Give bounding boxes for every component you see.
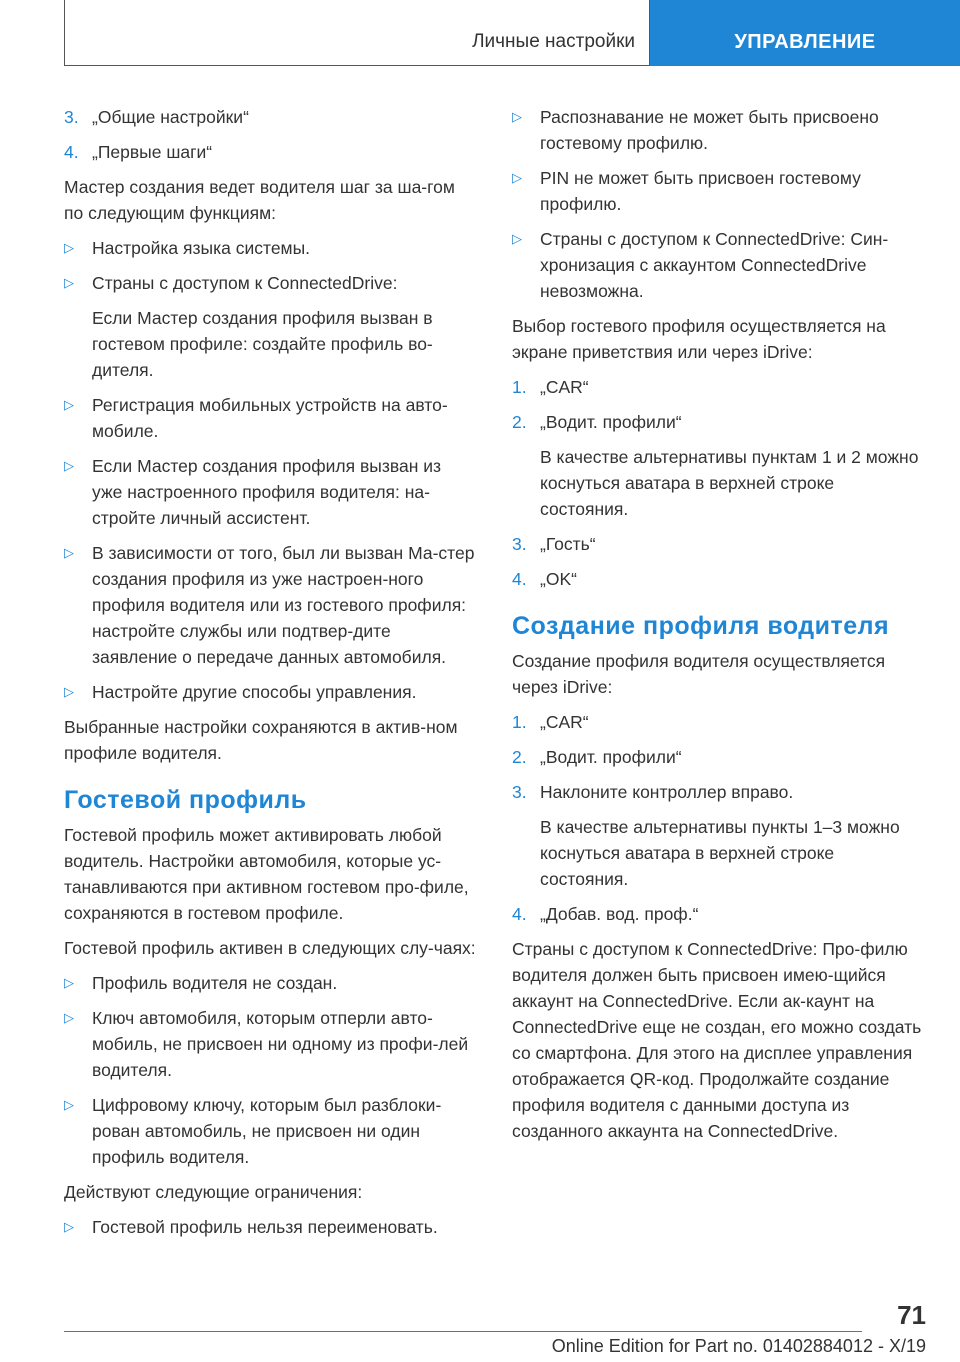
step-item: 2. „Водит. профили“ — [512, 744, 924, 770]
triangle-bullet-icon: ▷ — [512, 109, 522, 124]
step-number: 1. — [512, 712, 527, 732]
section-heading-create-profile: Создание профиля водителя — [512, 612, 890, 640]
left-column — [64, 104, 476, 1249]
page-number: 71 — [897, 1300, 926, 1330]
bullet-item: ▷ Регистрация мобильных устройств на авто-мобиле. — [64, 392, 476, 444]
step-item: 4. „OK“ — [512, 566, 924, 592]
triangle-bullet-icon: ▷ — [64, 975, 74, 990]
triangle-bullet-icon: ▷ — [512, 231, 522, 246]
bullet-item: ▷ Если Мастер создания профиля вызван из уже настроенного профиля водителя: на-стройте личный ассистент. — [64, 453, 476, 531]
step-subtext: В качестве альтернативы пункты 1–3 можно коснуться аватара в верхней строке состояния. — [540, 817, 900, 889]
step-item: 2. „Водит. профили“ — [512, 409, 924, 435]
step-item: 1. „CAR“ — [512, 374, 924, 400]
bullet-item: ▷ Профиль водителя не создан. — [64, 970, 476, 996]
bullet-item: ▷ Гостевой профиль нельзя переименовать. — [64, 1214, 476, 1240]
bullet-item: ▷ PIN не может быть присвоен гостевому профилю. — [512, 165, 924, 217]
paragraph: Гостевой профиль активен в следующих слу-чаях: — [64, 938, 476, 958]
bullet-item: ▷ Страны с доступом к ConnectedDrive: Син-хронизация с аккаунтом ConnectedDrive невозможна. — [512, 226, 924, 304]
step-number: 2. — [512, 412, 527, 432]
bullet-item: ▷ Распознавание не может быть присвоено гостевому профилю. — [512, 104, 924, 156]
bullet-subtext: Если Мастер создания профиля вызван в гостевом профиле: создайте профиль во-дителя. — [92, 308, 433, 380]
triangle-bullet-icon: ▷ — [64, 397, 74, 412]
triangle-bullet-icon: ▷ — [64, 275, 74, 290]
step-item: 4. „Первые шаги“ — [64, 139, 476, 165]
section-title: Личные настройки — [64, 0, 650, 66]
step-number: 1. — [512, 377, 527, 397]
triangle-bullet-icon: ▷ — [512, 170, 522, 185]
right-column — [512, 104, 924, 1153]
step-number: 3. — [512, 534, 527, 554]
step-number: 3. — [64, 107, 79, 127]
bullet-item: ▷ Цифровому ключу, которым был разблоки-рован автомобиль, не присвоен ни один профиль водителя. — [64, 1092, 476, 1170]
triangle-bullet-icon: ▷ — [64, 458, 74, 473]
triangle-bullet-icon: ▷ — [64, 1219, 74, 1234]
step-item: 3. „Гость“ — [512, 531, 924, 557]
paragraph: Выбранные настройки сохраняются в актив-ном профиле водителя. — [64, 717, 458, 763]
step-number: 4. — [64, 142, 79, 162]
bullet-item: ▷ Настройка языка системы. — [64, 235, 476, 261]
paragraph: Мастер создания ведет водителя шаг за ша-гом по следующим функциям: — [64, 177, 455, 223]
paragraph: Выбор гостевого профиля осуществляется на экране приветствия или через iDrive: — [512, 316, 886, 362]
bullet-item: ▷ Ключ автомобиля, которым отперли авто-мобиль, не присвоен ни одному из профи-лей водителя. — [64, 1005, 476, 1083]
triangle-bullet-icon: ▷ — [64, 545, 74, 560]
paragraph: Страны с доступом к ConnectedDrive: Про-филю водителя должен быть присвоен имею-щийся аккаунт на ConnectedDrive. Если ак-каунт на ConnectedDrive еще не создан, его можно создать со смартфона. Для этого на дисплее управления отображается QR-код. Продолжайте создание профиля водителя с данными доступа из созданного аккаунта на ConnectedDrive. — [512, 939, 922, 1141]
paragraph: Гостевой профиль может активировать любой водитель. Настройки автомобиля, которые ус-танавливаются при активном гостевом про-филе, сохраняются в гостевом профиле. — [64, 825, 469, 923]
section-heading-guest-profile: Гостевой профиль — [64, 786, 307, 814]
step-number: 4. — [512, 569, 527, 589]
paragraph: Создание профиля водителя осуществляется через iDrive: — [512, 651, 886, 697]
step-item: 3. Наклоните контроллер вправо. — [512, 779, 924, 805]
step-item: 3. „Общие настройки“ — [64, 104, 476, 130]
footer-edition: Online Edition for Part no. 01402884012 - X/19 — [551, 1336, 926, 1356]
step-number: 3. — [512, 782, 527, 802]
bullet-item: ▷ Настройте другие способы управления. — [64, 679, 476, 705]
triangle-bullet-icon: ▷ — [64, 1010, 74, 1025]
bullet-item: ▷ Страны с доступом к ConnectedDrive: — [64, 270, 476, 296]
paragraph: Действуют следующие ограничения: — [64, 1182, 363, 1202]
step-subtext: В качестве альтернативы пунктам 1 и 2 можно коснуться аватара в верхней строке состояния. — [540, 447, 919, 519]
step-number: 2. — [512, 747, 527, 767]
step-number: 4. — [512, 904, 527, 924]
triangle-bullet-icon: ▷ — [64, 240, 74, 255]
step-item: 1. „CAR“ — [512, 709, 924, 735]
page-header — [64, 0, 960, 66]
footer-divider — [64, 1331, 862, 1332]
bullet-item: ▷ В зависимости от того, был ли вызван Ма-стер создания профиля из уже настроен-ного профиля водителя или из гостевого профиля: настройте службы или подтвер-дите заявление о передаче данных автомобиля. — [64, 540, 476, 670]
triangle-bullet-icon: ▷ — [64, 1097, 74, 1112]
step-item: 4. „Добав. вод. проф.“ — [512, 901, 924, 927]
triangle-bullet-icon: ▷ — [64, 684, 74, 699]
chapter-tab: УПРАВЛЕНИЕ — [650, 0, 960, 66]
